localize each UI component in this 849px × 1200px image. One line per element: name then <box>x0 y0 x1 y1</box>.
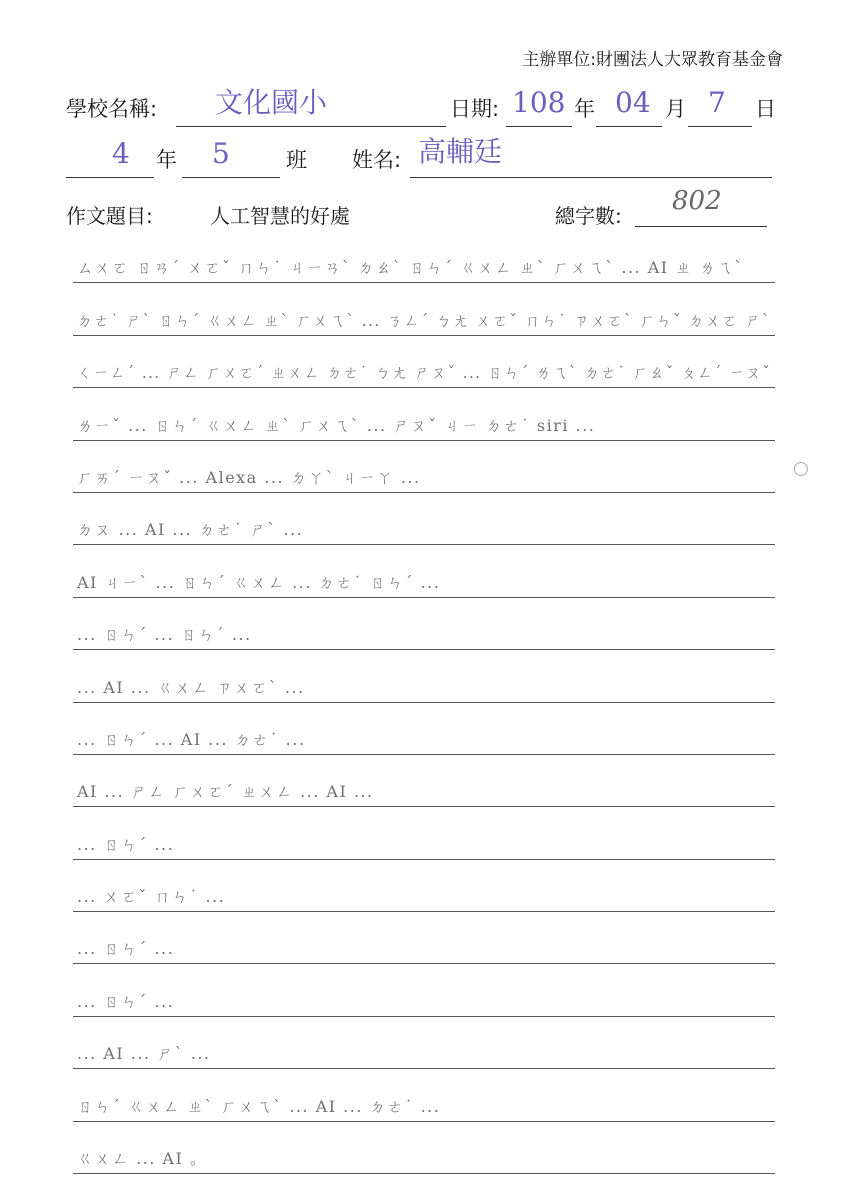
essay-line: ... ㄖㄣˊ ... <box>73 912 775 964</box>
essay-line: AI ... ㄕㄥ ㄏㄨㄛˊ ㄓㄨㄥ ... AI ... <box>73 755 775 807</box>
class-field <box>182 143 280 178</box>
essay-line: ... AI ... ㄍㄨㄥ ㄗㄨㄛˋ ... <box>73 650 775 702</box>
essay-title-label: 作文題目: <box>66 204 153 228</box>
grade-value: 4 <box>112 137 130 170</box>
essay-line: ㄍㄨㄥ ... AI 。 <box>73 1122 775 1174</box>
essay-line: ... ㄨㄛˇ ㄇㄣ˙ ... <box>73 860 775 912</box>
essay-body <box>73 231 775 1174</box>
name-label: 姓名: <box>352 148 402 172</box>
essay-line: ㄉㄜ˙ ㄕˋ ㄖㄣˊ ㄍㄨㄥ ㄓˋ ㄏㄨㄟˋ ... ㄋㄥˊ ㄅㄤ ㄨㄛˇ ㄇㄣ˙ ㄗㄨㄛˋ ㄏㄣˇ ㄉㄨㄛ ㄕˋ <box>73 283 775 335</box>
day-value: 7 <box>708 86 726 119</box>
header-row-school-date <box>0 86 849 132</box>
essay-line: ㄙㄨㄛ ㄖㄢˊ ㄨㄛˇ ㄇㄣ˙ ㄐㄧㄢˋ ㄉㄠˋ ㄖㄣˊ ㄍㄨㄥ ㄓˋ ㄏㄨㄟˋ ... AI ㄓ ㄌㄟˋ <box>73 231 775 283</box>
month-label: 月 <box>665 97 686 121</box>
essay-line: ㄖㄣˊ ㄍㄨㄥ ㄓˋ ㄏㄨㄟˋ ... AI ... ㄉㄜ˙ ... <box>73 1069 775 1121</box>
name-value: 高輔廷 <box>418 135 503 168</box>
header-row-class-name <box>0 135 849 183</box>
essay-line: ㄏㄞˊ ㄧㄡˇ ... Alexa ... ㄉㄚˋ ㄐㄧㄚ ... <box>73 441 775 493</box>
day-label: 日 <box>755 97 776 121</box>
essay-line: ㄌㄧˇ ... ㄖㄣˊ ㄍㄨㄥ ㄓˋ ㄏㄨㄟˋ ... ㄕㄡˇ ㄐㄧ ㄉㄜ˙ siri ... <box>73 388 775 440</box>
grade-field <box>66 143 154 178</box>
essay-line: ... ㄖㄣˊ ... <box>73 964 775 1016</box>
essay-title: 人工智慧的好處 <box>210 204 350 228</box>
essay-line: ... ㄖㄣˊ ... AI ... ㄉㄜ˙ ... <box>73 703 775 755</box>
school-value: 文化國小 <box>215 86 328 119</box>
binder-hole-mark <box>794 462 808 476</box>
wordcount-label: 總字數: <box>555 204 622 228</box>
essay-line: ㄉㄡ ... AI ... ㄉㄜ˙ ㄕˋ ... <box>73 493 775 545</box>
essay-line: ... ㄖㄣˊ ... ㄖㄣˊ ... <box>73 598 775 650</box>
grade-label: 年 <box>156 148 177 172</box>
essay-line: AI ㄐㄧˋ ... ㄖㄣˊ ㄍㄨㄥ ... ㄉㄜ˙ ㄖㄣˊ ... <box>73 545 775 597</box>
class-label: 班 <box>286 148 307 172</box>
year-label: 年 <box>574 97 595 121</box>
essay-line: ... AI ... ㄕˋ ... <box>73 1017 775 1069</box>
organizer-text: 主辦單位:財團法人大眾教育基金會 <box>522 50 783 70</box>
year-value: 108 <box>512 86 566 119</box>
wordcount-value: 802 <box>672 186 722 216</box>
month-value: 04 <box>615 86 651 119</box>
school-label: 學校名稱: <box>66 97 158 121</box>
class-value: 5 <box>212 137 230 170</box>
essay-line: ... ㄖㄣˊ ... <box>73 807 775 859</box>
date-label: 日期: <box>450 97 500 121</box>
essay-line: ㄑㄧㄥˊ ... ㄕㄥ ㄏㄨㄛˊ ㄓㄨㄥ ㄉㄜ˙ ㄅㄤ ㄕㄡˇ ... ㄖㄣˊ ㄌㄟˋ ㄉㄜ˙ ㄏㄠˇ ㄆㄥˊ ㄧㄡˇ <box>73 336 775 388</box>
